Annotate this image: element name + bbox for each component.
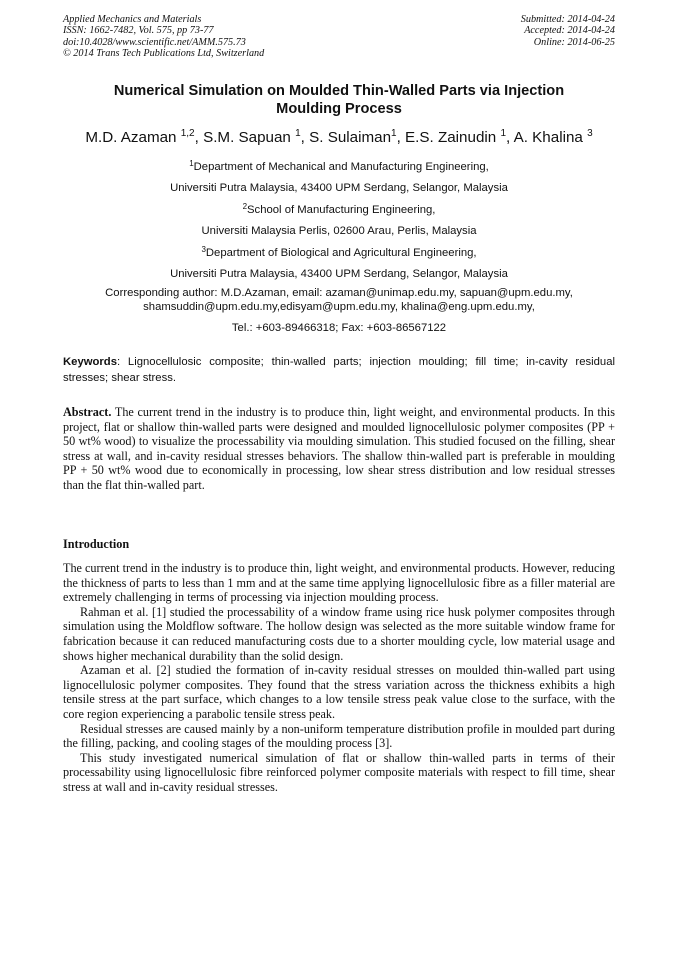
affiliation-mark: 1	[189, 159, 194, 168]
correspondence	[63, 287, 615, 336]
paper-title-line: Numerical Simulation on Moulded Thin-Walled Parts via Injection	[113, 83, 565, 99]
author-name: E.S. Zainudin	[405, 129, 501, 146]
author-name: S. Sulaiman	[309, 129, 392, 146]
paper-title	[63, 82, 615, 118]
author-separator: ,	[506, 129, 514, 146]
abstract-text: The current trend in the industry is to produce thin, light weight, and environmental products. In this project, flat or shallow thin-walled parts were designed and moulded lignocellulosic polymer composites (PP + 50 wt% wood) to visualize the processability via moulding simulation. This studied focused on the filling, shear stress at wall, and in-cavity residual stresses behaviors. The shallow thin-walled part is preferable in moulding PP + 50 wt% wood due to economically in processing, low shear stress distribution and low residual stresses than the flat thin-walled part.	[63, 405, 615, 492]
author-name: S.M. Sapuan	[203, 129, 296, 146]
journal-doi: doi:10.4028/www.scientific.net/AMM.575.73	[63, 36, 246, 48]
author-affiliation-mark: 1	[391, 128, 397, 139]
affiliation-2-address: Universiti Malaysia Perlis, 02600 Arau, Perlis, Malaysia	[201, 225, 477, 238]
author	[309, 129, 405, 146]
affiliation-text: School of Manufacturing Engineering,	[247, 203, 436, 216]
author	[203, 129, 309, 146]
author	[405, 129, 514, 146]
affiliation-text: Department of Biological and Agricultural Engineering,	[205, 246, 477, 259]
affiliation-mark: 2	[242, 201, 248, 211]
keywords-text: : Lignocellulosic composite; thin-walled parts; injection moulding; fill time; in-cavity residual stresses; shear stress.	[63, 356, 615, 384]
author-separator: ,	[300, 129, 310, 146]
publication-dates	[521, 14, 615, 48]
author-separator: ,	[194, 129, 204, 146]
paragraph: This study investigated numerical simulation of flat or shallow thin-walled parts in terms of their processability using lignocellulosic fibre reinforced polymer composite materials with respect to fill time, shear stress at wall and in-cavity residual stresses.	[63, 750, 615, 794]
affiliation-3	[63, 243, 615, 264]
email-list-line: shamsuddin@upm.edu.my,edisyam@upm.edu.my, khalina@eng.upm.edu.my,	[143, 300, 535, 313]
affiliations	[63, 157, 615, 285]
affiliation-3-address: Universiti Putra Malaysia, 43400 UPM Serdang, Selangor, Malaysia	[170, 267, 508, 280]
paragraph: Azaman et al. [2] studied the formation of in-cavity residual stresses on moulded thin-walled part using lignocellulosic polymer composites. They found that the stress variation across the thickness exhibits a high tensile stress at the part surface, which changes to a low tensile stress peak value close to the surface, with the core region experiencing a parabolic tensile stress peak.	[63, 663, 615, 721]
keywords-label: Keywords	[63, 356, 117, 368]
accepted-date: Accepted: 2014-04-24	[524, 25, 615, 37]
author-affiliation-mark: 1,2	[180, 128, 195, 139]
author-affiliation-mark: 3	[587, 128, 593, 139]
paragraph: Residual stresses are caused mainly by a non-uniform temperature distribution profile in moulded part during the filling, packing, and cooling stages of the moulding process [3].	[63, 721, 615, 751]
author-affiliation-mark: 1	[500, 128, 506, 139]
affiliation-2	[63, 200, 615, 221]
author-separator: ,	[396, 129, 406, 146]
corresponding-author-line: Corresponding author: M.D.Azaman, email: azaman@unimap.edu.my, sapuan@upm.edu.my,	[105, 287, 573, 299]
journal-copyright: © 2014 Trans Tech Publications Ltd, Switzerland	[63, 47, 265, 59]
affiliation-mark: 3	[201, 244, 206, 254]
abstract	[63, 405, 615, 493]
journal-name: Applied Mechanics and Materials	[63, 14, 202, 25]
journal-info	[63, 14, 264, 59]
journal-issn: ISSN: 1662-7482, Vol. 575, pp 73-77	[63, 25, 214, 37]
author	[85, 129, 203, 146]
paper-title-line: Moulding Process	[276, 101, 402, 117]
affiliation-1-address: Universiti Putra Malaysia, 43400 UPM Serdang, Selangor, Malaysia	[170, 182, 508, 195]
affiliation-text: Department of Mechanical and Manufacturing Engineering,	[193, 161, 489, 173]
paragraph: Rahman et al. [1] studied the processability of a window frame using rice husk polymer composites through simulation using the Moldflow software. The hollow design was selected as the more suitable window frame for fabrication because it can reduced manufacturing costs due to a shorter moulding cycle, low material usage and shows higher mechanical durability than the solid design.	[63, 604, 615, 663]
introduction-body	[63, 561, 615, 795]
author-affiliation-mark: 1	[295, 128, 301, 139]
author-name: M.D. Azaman	[85, 129, 181, 146]
keywords	[63, 355, 615, 386]
online-date: Online: 2014-06-25	[533, 36, 615, 48]
abstract-label: Abstract.	[63, 405, 112, 419]
author	[514, 129, 593, 146]
author-name: A. Khalina	[513, 129, 588, 146]
affiliation-1	[63, 157, 615, 178]
author-list	[63, 129, 615, 147]
submitted-date: Submitted: 2014-04-24	[520, 14, 615, 25]
section-heading-introduction: Introduction	[63, 537, 130, 551]
telephone-fax: Tel.: +603-89466318; Fax: +603-86567122	[231, 322, 447, 334]
paragraph: The current trend in the industry is to produce thin, light weight, and environmental products. However, reducing the thickness of parts to less than 1 mm and at the same time applying lignocellulosic fibre as a filler material are extremely challenging in terms of processing via injection moulding process.	[63, 561, 615, 605]
